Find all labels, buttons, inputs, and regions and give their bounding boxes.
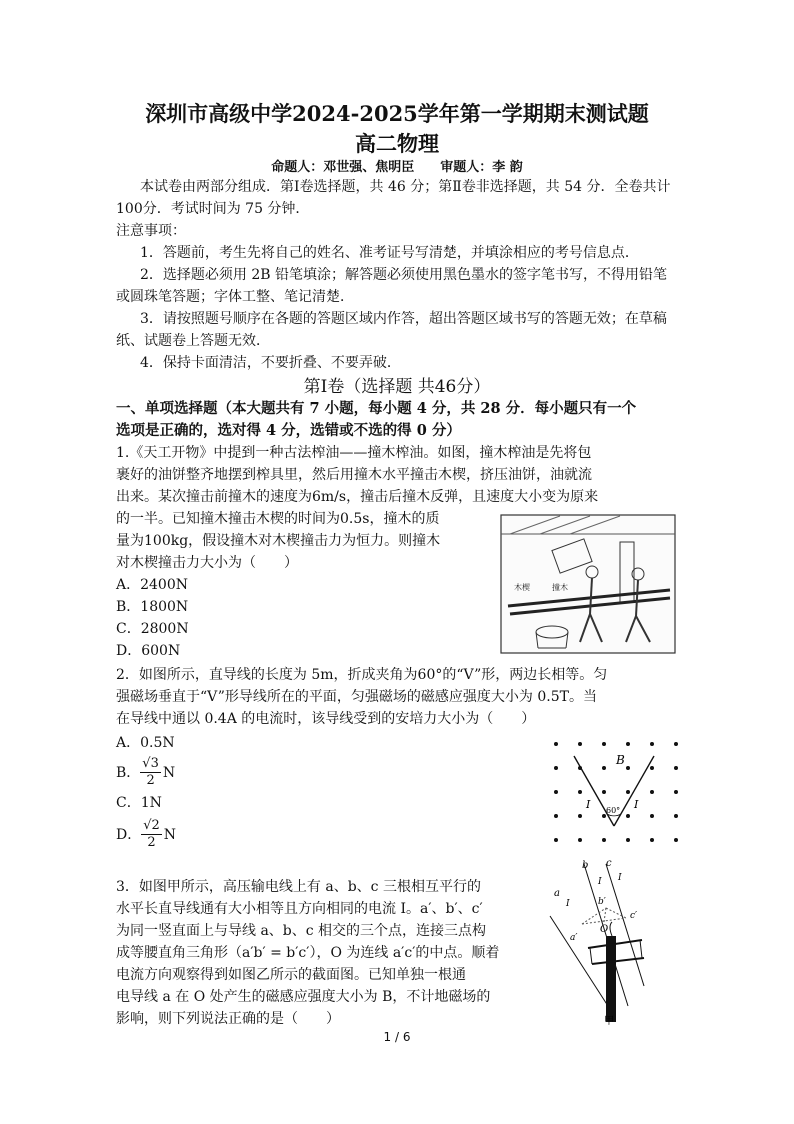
q1-option: B．1800N — [116, 599, 189, 615]
q2-option — [116, 756, 175, 789]
field-dot — [650, 838, 654, 842]
field-dot — [650, 766, 654, 770]
q3-text: 3．如图甲所示，高压输电线上有 a、b、c 三根相互平行的 — [116, 879, 481, 895]
field-dot — [626, 766, 630, 770]
field-dot — [626, 790, 630, 794]
point-label: b′ — [598, 897, 606, 907]
exam-subject: 高二物理 — [355, 131, 439, 156]
field-dot — [578, 814, 582, 818]
section-heading: 选项是正确的，选对得 4 分，选错或不选的得 0 分） — [116, 422, 461, 439]
q2-text: 在导线中通以 0.4A 的电流时，该导线受到的安培力大小为（ ） — [116, 711, 536, 727]
field-dot — [602, 766, 606, 770]
exam-authors: 命题人：邓世强、焦明臣 审题人：李 韵 — [271, 160, 523, 175]
point-label-O: O — [600, 924, 609, 935]
q3-text: 电导线 a 在 O 处产生的磁感应强度大小为 B，不计地磁场的 — [116, 989, 491, 1005]
note-item: 3．请按照题号顺序在各题的答题区域内作答，超出答题区域书写的答题无效；在草稿 — [140, 311, 667, 327]
oil-press-illustration — [500, 514, 676, 654]
field-dot — [602, 838, 606, 842]
fraction-denominator: 2 — [147, 835, 156, 850]
note-item: 2．选择题必须用 2B 铅笔填涂；解答题必须使用黑色墨水的签字笔书写，不得用铅笔 — [140, 267, 668, 283]
current-label: I — [618, 873, 622, 883]
unit: N — [162, 764, 176, 781]
wire-label: c — [606, 858, 612, 869]
field-dot — [578, 838, 582, 842]
section-heading: 一、单项选择题（本大题共有 7 小题，每小题 4 分，共 28 分．每小题只有一个 — [116, 400, 637, 417]
field-dot — [602, 742, 606, 746]
power-line-diagram — [546, 856, 656, 1026]
unit: N — [163, 826, 177, 843]
field-dot — [674, 838, 678, 842]
wire-label: a — [554, 888, 560, 899]
q3-text: 为同一竖直面上与导线 a、b、c 相交的三个点，连接三点构 — [116, 923, 487, 939]
q3-text: 电流方向观察得到如图乙所示的截面图。已知单独一根通 — [116, 967, 466, 983]
field-dot — [554, 766, 558, 770]
current-label: I — [598, 877, 602, 887]
q1-text: 量为100kg，假设撞木对木楔撞击力为恒力。则撞木 — [116, 533, 441, 549]
intro-line: 本试卷由两部分组成．第Ⅰ卷选择题，共 46 分；第Ⅱ卷非选择题，共 54 分．全卷共计 — [140, 179, 671, 195]
fraction-denominator: 2 — [146, 773, 155, 788]
note-item: 1．答题前，考生先将自己的姓名、准考证号写清楚，并填涂相应的考号信息点． — [140, 245, 639, 261]
field-dot — [650, 790, 654, 794]
field-dot — [602, 790, 606, 794]
q2-option — [116, 818, 176, 851]
current-label: I — [566, 899, 570, 909]
page-number: 1 / 6 — [383, 1030, 411, 1044]
q1-text: 对木楔撞击力大小为（ ） — [116, 555, 298, 571]
angle-label: 60° — [606, 806, 621, 815]
figure-caption: 甲 — [604, 1016, 614, 1026]
point-label: c′ — [630, 911, 638, 921]
q2-text: 强磁场垂直于“V”形导线所在的平面，匀强磁场的磁感应强度大小为 0.5T。当 — [116, 689, 597, 705]
current-label: I — [586, 798, 591, 811]
field-dot — [674, 742, 678, 746]
field-label-B: B — [616, 753, 625, 767]
q3-text: 成等腰直角三角形（a′b′ = b′c′），O 为连线 a′c′的中点。顺着 — [116, 945, 500, 961]
v-wire-diagram — [548, 736, 688, 848]
figure-label-ram: 撞木 — [552, 583, 568, 592]
fraction-numerator: √2 — [143, 818, 160, 833]
field-dot — [554, 742, 558, 746]
field-dot — [674, 766, 678, 770]
q3-text: 水平长直导线通有大小相等且方向相同的电流 I。a′、b′、c′ — [116, 901, 483, 917]
field-dot — [554, 838, 558, 842]
q2-option: A．0.5N — [116, 735, 175, 751]
note-item: 4．保持卡面清洁，不要折叠、不要弄破． — [140, 355, 401, 371]
option-prefix: D． — [116, 826, 142, 843]
fraction — [141, 818, 162, 851]
fraction-numerator: √3 — [142, 756, 159, 771]
figure-label-wedge: 木楔 — [514, 583, 530, 592]
notes-heading: 注意事项： — [116, 223, 186, 239]
q1-text: 的一半。已知撞木撞击木楔的时间为0.5s，撞木的质 — [116, 511, 440, 527]
field-dot — [578, 742, 582, 746]
q1-option: A．2400N — [116, 577, 188, 593]
field-dot — [650, 814, 654, 818]
field-dot — [578, 790, 582, 794]
field-dot — [626, 814, 630, 818]
field-dot — [650, 742, 654, 746]
field-dot — [626, 838, 630, 842]
field-dot — [554, 814, 558, 818]
q1-text: 1.《天工开物》中提到一种古法榨油——撞木榨油。如图，撞木榨油是先将包 — [116, 445, 592, 461]
fraction — [140, 756, 161, 789]
note-item: 或圆珠笔答题；字体工整、笔记清楚． — [116, 289, 354, 305]
q2-text: 2．如图所示，直导线的长度为 5m，折成夹角为60°的“V”形，两边长相等。匀 — [116, 667, 608, 683]
q2-option: C．1N — [116, 795, 162, 811]
field-dot — [674, 790, 678, 794]
q1-option: C．2800N — [116, 621, 189, 637]
field-dot — [626, 742, 630, 746]
intro-line: 100分．考试时间为 75 分钟． — [116, 201, 310, 217]
current-label: I — [634, 798, 639, 811]
q1-text: 裹好的油饼整齐地摆到榨具里，然后用撞木水平撞击木楔，挤压油饼，油就流 — [116, 467, 592, 483]
section-title: 第Ⅰ卷（选择题 共46分） — [303, 377, 491, 397]
field-dot — [554, 790, 558, 794]
point-label: a′ — [570, 933, 578, 943]
q1-text: 出来。某次撞击前撞木的速度为6m/s，撞击后撞木反弹，且速度大小变为原来 — [116, 489, 599, 505]
note-item: 纸、试题卷上答题无效． — [116, 333, 270, 349]
wire-label: b — [582, 860, 589, 871]
q3-text: 影响，则下列说法正确的是（ ） — [116, 1011, 340, 1027]
option-prefix: B． — [116, 764, 141, 781]
field-dot — [674, 814, 678, 818]
q1-option: D．600N — [116, 643, 181, 659]
exam-title: 深圳市高级中学2024-2025学年第一学期期末测试题 — [145, 101, 649, 126]
